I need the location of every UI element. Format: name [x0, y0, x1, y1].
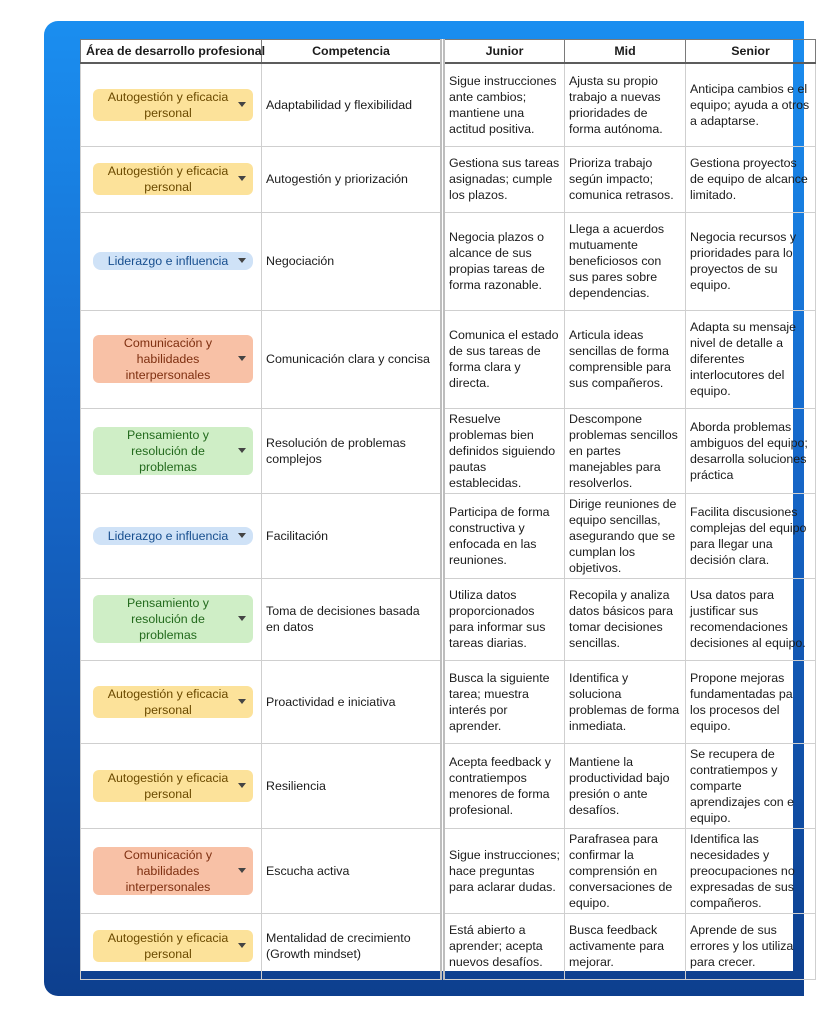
- area-cell[interactable]: [81, 212, 262, 310]
- table-row: [81, 493, 816, 578]
- mid-cell[interactable]: Recopila y analiza datos básicos para tomar decisiones sencillas.: [565, 578, 686, 660]
- senior-cell[interactable]: Usa datos para justificar sus recomendaciones decisiones al equipo.: [686, 578, 816, 660]
- area-dropdown-chip[interactable]: [93, 527, 253, 545]
- table-body: [81, 63, 816, 979]
- area-cell[interactable]: [81, 578, 262, 660]
- area-dropdown-chip[interactable]: [93, 847, 253, 895]
- senior-cell[interactable]: Aprende de sus errores y los utiliza para crecer.: [686, 913, 816, 979]
- area-dropdown-chip[interactable]: [93, 89, 253, 121]
- junior-cell[interactable]: Gestiona sus tareas asignadas; cumple los plazos.: [443, 146, 565, 212]
- competencia-cell[interactable]: Resiliencia: [262, 743, 443, 828]
- competencia-cell[interactable]: Toma de decisiones basada en datos: [262, 578, 443, 660]
- mid-cell[interactable]: Dirige reuniones de equipo sencillas, asegurando que se cumplan los objetivos.: [565, 493, 686, 578]
- mid-cell[interactable]: Identifica y soluciona problemas de forma inmediata.: [565, 660, 686, 743]
- chevron-down-icon[interactable]: [238, 448, 246, 453]
- chevron-down-icon[interactable]: [238, 533, 246, 538]
- mid-cell[interactable]: Articula ideas sencillas de forma comprensible para sus compañeros.: [565, 310, 686, 408]
- table-row: [81, 146, 816, 212]
- table-row: [81, 63, 816, 146]
- area-dropdown-chip[interactable]: [93, 686, 253, 718]
- area-dropdown-chip[interactable]: [93, 770, 253, 802]
- senior-cell[interactable]: Adapta su mensaje nivel de detalle a diferentes interlocutores del equipo.: [686, 310, 816, 408]
- header-row: [81, 40, 816, 64]
- competency-table: [80, 39, 816, 980]
- senior-cell[interactable]: Negocia recursos y prioridades para lo proyectos de su equipo.: [686, 212, 816, 310]
- area-cell[interactable]: [81, 493, 262, 578]
- area-dropdown-chip[interactable]: [93, 595, 253, 643]
- junior-cell[interactable]: Utiliza datos proporcionados para informar sus tareas diarias.: [443, 578, 565, 660]
- chevron-down-icon[interactable]: [238, 699, 246, 704]
- junior-cell[interactable]: Acepta feedback y contratiempos menores de forma profesional.: [443, 743, 565, 828]
- chevron-down-icon[interactable]: [238, 783, 246, 788]
- area-dropdown-chip[interactable]: [93, 930, 253, 962]
- area-dropdown-chip[interactable]: [93, 427, 253, 475]
- area-chip-label: Liderazgo e influencia: [107, 528, 229, 543]
- mid-cell[interactable]: Mantiene la productividad bajo presión o ante desafíos.: [565, 743, 686, 828]
- senior-cell[interactable]: Identifica las necesidades y preocupaciones no expresadas de sus compañeros.: [686, 828, 816, 913]
- chevron-down-icon[interactable]: [238, 176, 246, 181]
- senior-cell[interactable]: Facilita discusiones complejas del equipo para llegar una decisión clara.: [686, 493, 816, 578]
- junior-cell[interactable]: Comunica el estado de sus tareas de forma clara y directa.: [443, 310, 565, 408]
- competencia-cell[interactable]: Facilitación: [262, 493, 443, 578]
- senior-cell[interactable]: Aborda problemas ambiguos del equipo; desarrolla soluciones práctica: [686, 408, 816, 493]
- senior-cell[interactable]: Se recupera de contratiempos y comparte aprendizajes con e equipo.: [686, 743, 816, 828]
- senior-cell[interactable]: Anticipa cambios e el equipo; ayuda a otros a adaptarse.: [686, 63, 816, 146]
- table-row: [81, 828, 816, 913]
- junior-cell[interactable]: Está abierto a aprender; acepta nuevos desafíos.: [443, 913, 565, 979]
- competencia-cell[interactable]: Proactividad e iniciativa: [262, 660, 443, 743]
- junior-cell[interactable]: Sigue instrucciones ante cambios; mantiene una actitud positiva.: [443, 63, 565, 146]
- competencia-cell[interactable]: Negociación: [262, 212, 443, 310]
- area-chip-label: Liderazgo e influencia: [107, 254, 229, 268]
- table-row: [81, 212, 816, 310]
- table-row: [81, 310, 816, 408]
- junior-cell[interactable]: Busca la siguiente tarea; muestra interés por aprender.: [443, 660, 565, 743]
- area-cell[interactable]: [81, 146, 262, 212]
- header-competencia[interactable]: Competencia: [262, 40, 443, 64]
- area-dropdown-chip[interactable]: [93, 252, 253, 270]
- mid-cell[interactable]: Parafrasea para confirmar la comprensión en conversaciones de equipo.: [565, 828, 686, 913]
- chevron-down-icon[interactable]: [238, 943, 246, 948]
- senior-cell[interactable]: Propone mejoras fundamentadas pa los procesos del equipo.: [686, 660, 816, 743]
- area-chip-label: Autogestión y eficacia personal: [107, 164, 229, 194]
- table-row: [81, 660, 816, 743]
- mid-cell[interactable]: Llega a acuerdos mutuamente beneficiosos con sus pares sobre dependencias.: [565, 212, 686, 310]
- area-chip-label: Comunicación y habilidades interpersonales: [123, 336, 213, 382]
- header-senior[interactable]: Senior: [686, 40, 816, 64]
- chevron-down-icon[interactable]: [238, 616, 246, 621]
- competencia-cell[interactable]: Resolución de problemas complejos: [262, 408, 443, 493]
- header-junior[interactable]: Junior: [443, 40, 565, 64]
- competencia-cell[interactable]: Adaptabilidad y flexibilidad: [262, 63, 443, 146]
- junior-cell[interactable]: Sigue instrucciones; hace preguntas para aclarar dudas.: [443, 828, 565, 913]
- area-cell[interactable]: [81, 913, 262, 979]
- senior-cell[interactable]: Gestiona proyectos de equipo de alcance limitado.: [686, 146, 816, 212]
- chevron-down-icon[interactable]: [238, 868, 246, 873]
- area-dropdown-chip[interactable]: [93, 335, 253, 383]
- area-cell[interactable]: [81, 408, 262, 493]
- mid-cell[interactable]: Ajusta su propio trabajo a nuevas prioridades de forma autónoma.: [565, 63, 686, 146]
- spreadsheet: [80, 39, 810, 971]
- area-chip-label: Comunicación y habilidades interpersonales: [123, 847, 213, 894]
- header-area[interactable]: Área de desarrollo profesional: [81, 40, 262, 64]
- table-row: [81, 743, 816, 828]
- area-chip-label: Autogestión y eficacia personal: [107, 89, 229, 120]
- area-dropdown-chip[interactable]: [93, 163, 253, 195]
- mid-cell[interactable]: Prioriza trabajo según impacto; comunica retrasos.: [565, 146, 686, 212]
- junior-cell[interactable]: Negocia plazos o alcance de sus propias tareas de forma razonable.: [443, 212, 565, 310]
- competencia-cell[interactable]: Comunicación clara y concisa: [262, 310, 443, 408]
- area-chip-label: Autogestión y eficacia personal: [107, 686, 229, 717]
- table-row: [81, 408, 816, 493]
- area-chip-label: Pensamiento y resolución de problemas: [127, 427, 209, 474]
- area-cell[interactable]: [81, 310, 262, 408]
- table-row: [81, 578, 816, 660]
- junior-cell[interactable]: Participa de forma constructiva y enfocada en las reuniones.: [443, 493, 565, 578]
- header-mid[interactable]: Mid: [565, 40, 686, 64]
- area-cell[interactable]: [81, 743, 262, 828]
- area-cell[interactable]: [81, 828, 262, 913]
- mid-cell[interactable]: Busca feedback activamente para mejorar.: [565, 913, 686, 979]
- competencia-cell[interactable]: Autogestión y priorización: [262, 146, 443, 212]
- area-chip-label: Autogestión y eficacia personal: [107, 770, 229, 801]
- competencia-cell[interactable]: Mentalidad de crecimiento (Growth mindset): [262, 913, 443, 979]
- competencia-cell[interactable]: Escucha activa: [262, 828, 443, 913]
- mid-cell[interactable]: Descompone problemas sencillos en partes manejables para resolverlos.: [565, 408, 686, 493]
- junior-cell[interactable]: Resuelve problemas bien definidos siguiendo pautas establecidas.: [443, 408, 565, 493]
- chevron-down-icon[interactable]: [238, 258, 246, 263]
- area-chip-label: Pensamiento y resolución de problemas: [127, 596, 209, 642]
- area-cell[interactable]: [81, 63, 262, 146]
- table-row: [81, 913, 816, 979]
- chevron-down-icon[interactable]: [238, 356, 246, 361]
- area-chip-label: Autogestión y eficacia personal: [107, 931, 229, 961]
- area-cell[interactable]: [81, 660, 262, 743]
- chevron-down-icon[interactable]: [238, 102, 246, 107]
